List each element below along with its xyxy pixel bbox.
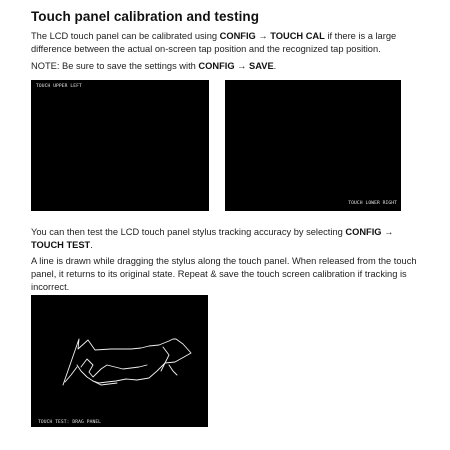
touch-test-drag-label: TOUCH TEST: DRAG PANEL bbox=[38, 420, 102, 425]
touch-cal-menu-path: CONFIG → TOUCH CAL bbox=[219, 31, 325, 41]
save-note-prefix: NOTE: Be sure to save the settings with bbox=[31, 61, 199, 71]
stylus-trace-main bbox=[63, 339, 191, 385]
section-heading: Touch panel calibration and testing bbox=[31, 9, 260, 24]
tracking-description: A line is drawn while dragging the stylus along the touch panel. When released from the touch panel, it returns to its original state. Repeat & save the touch screen calibration if tracking is incorrect. bbox=[31, 256, 417, 293]
touch-test-suffix: . bbox=[90, 240, 93, 251]
calibration-text-end: if there is a large difference between the actual on-screen tap position and the recognized tap position. bbox=[31, 31, 397, 55]
calibration-instructions bbox=[31, 30, 423, 56]
stylus-trace-loop bbox=[81, 359, 147, 377]
calibration-text-start: The LCD touch panel can be calibrated using bbox=[31, 31, 220, 41]
save-menu-path: CONFIG → SAVE bbox=[198, 61, 274, 71]
touch-test-menu-path: CONFIG → TOUCH TEST bbox=[31, 227, 394, 251]
touch-upper-left-label: TOUCH UPPER LEFT bbox=[36, 84, 82, 89]
upper-left-calibration-screen bbox=[31, 80, 209, 211]
stylus-trace-tail bbox=[169, 365, 177, 375]
save-note bbox=[31, 60, 423, 73]
touch-test-text: You can then test the LCD touch panel stylus tracking accuracy by selecting bbox=[31, 227, 346, 237]
lower-right-calibration-screen bbox=[225, 80, 401, 211]
touch-test-instructions bbox=[31, 226, 423, 252]
touch-lower-right-label: TOUCH LOWER RIGHT bbox=[348, 201, 397, 206]
stylus-trace-right-stroke bbox=[161, 347, 169, 371]
stylus-trace-drawing bbox=[31, 295, 208, 427]
save-note-suffix: . bbox=[273, 61, 277, 71]
touch-test-drag-screen bbox=[31, 295, 208, 427]
